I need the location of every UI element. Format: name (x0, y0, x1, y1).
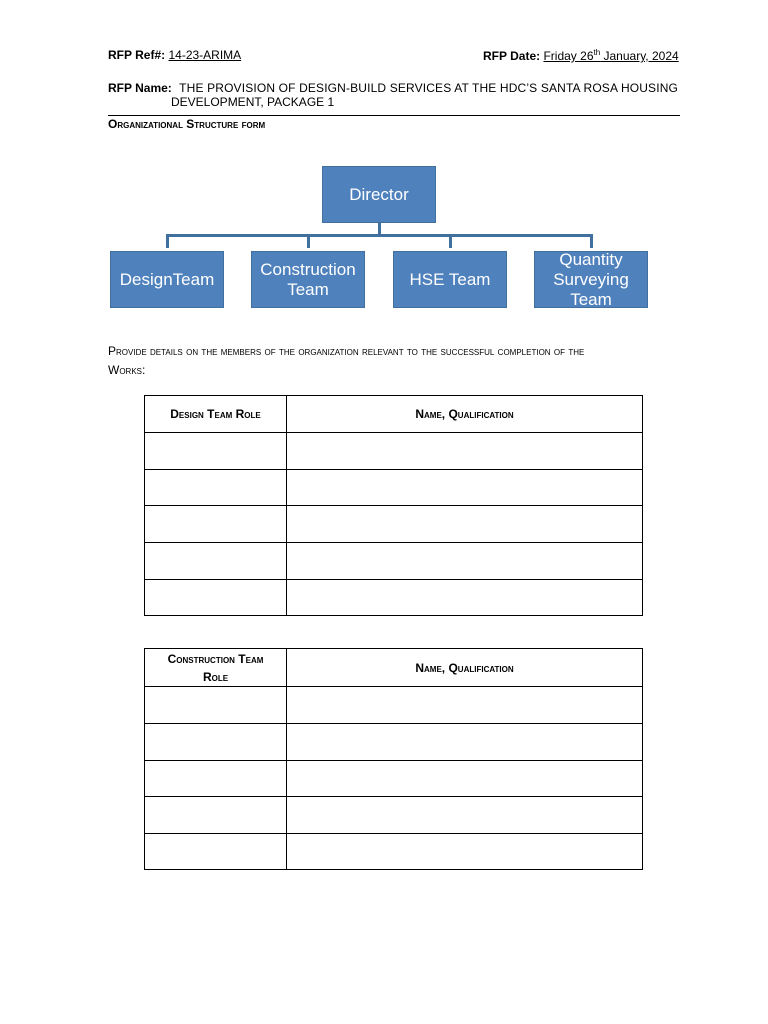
table-row (145, 797, 643, 834)
instructions-line2: Works: (108, 363, 146, 377)
table-row (145, 433, 643, 470)
design-team-table (144, 395, 643, 616)
role-header: Construction Team Role (145, 649, 287, 687)
org-connector-drop-3 (449, 234, 452, 248)
role-cell[interactable] (145, 797, 287, 834)
header-rule (108, 115, 680, 116)
rfp-ref-value: 14-23-ARIMA (168, 48, 242, 62)
construction-team-table (144, 648, 643, 870)
org-box-design-team: DesignTeam (110, 251, 224, 308)
name-cell[interactable] (287, 687, 643, 724)
table-row (145, 470, 643, 506)
rfp-date-label: RFP Date: (483, 49, 541, 63)
name-cell[interactable] (287, 797, 643, 834)
role-cell[interactable] (145, 724, 287, 761)
table-row (145, 506, 643, 543)
role-cell[interactable] (145, 506, 287, 543)
rfp-ref (108, 48, 241, 62)
name-cell[interactable] (287, 506, 643, 543)
org-connector-bar (166, 234, 593, 237)
name-cell[interactable] (287, 580, 643, 616)
name-cell[interactable] (287, 834, 643, 870)
instructions-line1: Provide details on the members of the organization relevant to the successful completion of the (108, 344, 585, 358)
role-cell[interactable] (145, 834, 287, 870)
section-title: Organizational Structure form (108, 117, 266, 131)
rfp-date (483, 48, 679, 63)
rfp-name-label: RFP Name: (108, 81, 172, 95)
table-row (145, 834, 643, 870)
role-cell[interactable] (145, 433, 287, 470)
table-row (145, 543, 643, 580)
table-row (145, 761, 643, 797)
name-cell[interactable] (287, 543, 643, 580)
name-header: Name, Qualification (287, 396, 643, 433)
name-cell[interactable] (287, 433, 643, 470)
table-row (145, 580, 643, 616)
name-header: Name, Qualification (287, 649, 643, 687)
role-cell[interactable] (145, 761, 287, 797)
role-cell[interactable] (145, 543, 287, 580)
instructions (108, 342, 683, 380)
role-cell[interactable] (145, 687, 287, 724)
name-cell[interactable] (287, 470, 643, 506)
role-cell[interactable] (145, 470, 287, 506)
name-cell[interactable] (287, 761, 643, 797)
org-connector-drop-1 (166, 234, 169, 248)
rfp-ref-label: RFP Ref#: (108, 48, 166, 62)
table-header-row (145, 396, 643, 433)
org-box-hse-team: HSE Team (393, 251, 507, 308)
org-box-qs-team: Quantity Surveying Team (534, 251, 648, 308)
org-connector-drop-2 (307, 234, 310, 248)
rfp-name-line1: THE PROVISION OF DESIGN-BUILD SERVICES AT THE HDC’S SANTA ROSA HOUSING (179, 81, 678, 95)
table-row (145, 687, 643, 724)
role-header: Design Team Role (145, 396, 287, 433)
name-cell[interactable] (287, 724, 643, 761)
rfp-name-line2: DEVELOPMENT, PACKAGE 1 (171, 95, 335, 109)
rfp-date-value: Friday 26th January, 2024 (543, 48, 679, 63)
table-row (145, 724, 643, 761)
org-box-director: Director (322, 166, 436, 223)
org-box-construction-team: Construction Team (251, 251, 365, 308)
role-cell[interactable] (145, 580, 287, 616)
table-header-row (145, 649, 643, 687)
org-connector-drop-4 (590, 234, 593, 248)
rfp-name (108, 81, 678, 109)
